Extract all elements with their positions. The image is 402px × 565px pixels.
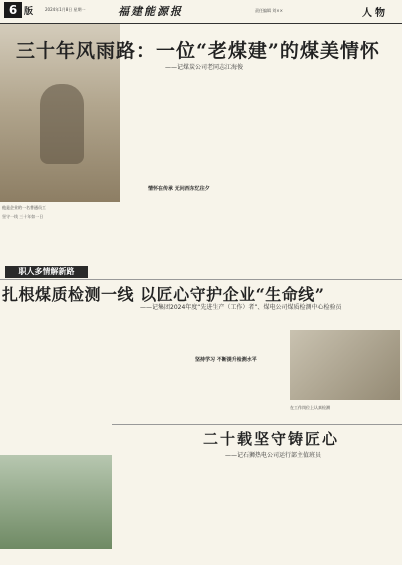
article3-column-2 — [213, 462, 308, 557]
article1-column-2 — [210, 72, 302, 222]
article3-column-1 — [115, 462, 210, 557]
newspaper-name: 福建能源报 — [118, 5, 183, 18]
article1-photo-caption: 他是企业的一名普通员工 — [2, 205, 46, 210]
article1-subheading-mid: 情怀在传承 无问西东忆往夕 — [148, 186, 210, 192]
issue-date: 2024年1月8日 星期一 — [45, 7, 86, 12]
article1-subheading-left: 坚守一线 三十年如一日 — [2, 214, 44, 219]
article2-photo-caption: 在工作岗位上认真检测 — [290, 405, 330, 410]
article3-headline: 二十载坚守铸匠心 — [203, 430, 340, 448]
article3-column-3 — [311, 462, 400, 557]
section-title: 人物 — [362, 8, 388, 19]
article2-photo — [290, 330, 400, 400]
page-number: 6 — [4, 2, 22, 18]
article2-byline: ——记集团2024年度“先进生产（工作）者”、煤电公司煤质检测中心检验员 — [140, 304, 342, 311]
article2-subheading: 坚持学习 不断提升检测水平 — [195, 357, 257, 363]
article3-photo — [0, 455, 112, 549]
article3-byline: ——记石狮热电公司运行部主值班员 — [225, 452, 322, 459]
article2-column-2 — [96, 316, 191, 426]
article2-headline: 扎根煤质检测一线 以匠心守护企业“生命线” — [2, 285, 325, 304]
article1-band-label: 职人多情解新路 — [5, 266, 88, 278]
section-divider-1 — [0, 279, 402, 280]
person-figure — [40, 84, 84, 164]
page-label: 版 — [24, 7, 34, 17]
article1-headline: 三十年风雨路：一位“老煤建”的煤美情怀 — [16, 40, 380, 62]
article2-column-1 — [2, 316, 92, 426]
section-divider-2 — [112, 424, 402, 425]
article1-byline: ——记煤炭公司老同志江海俊 — [165, 64, 244, 71]
article1-column-1 — [122, 72, 207, 182]
article1-column-3 — [305, 72, 400, 262]
masthead — [0, 0, 402, 24]
editor-credit: 责任编辑 刘×× — [255, 8, 283, 13]
article2-column-3 — [195, 316, 285, 426]
